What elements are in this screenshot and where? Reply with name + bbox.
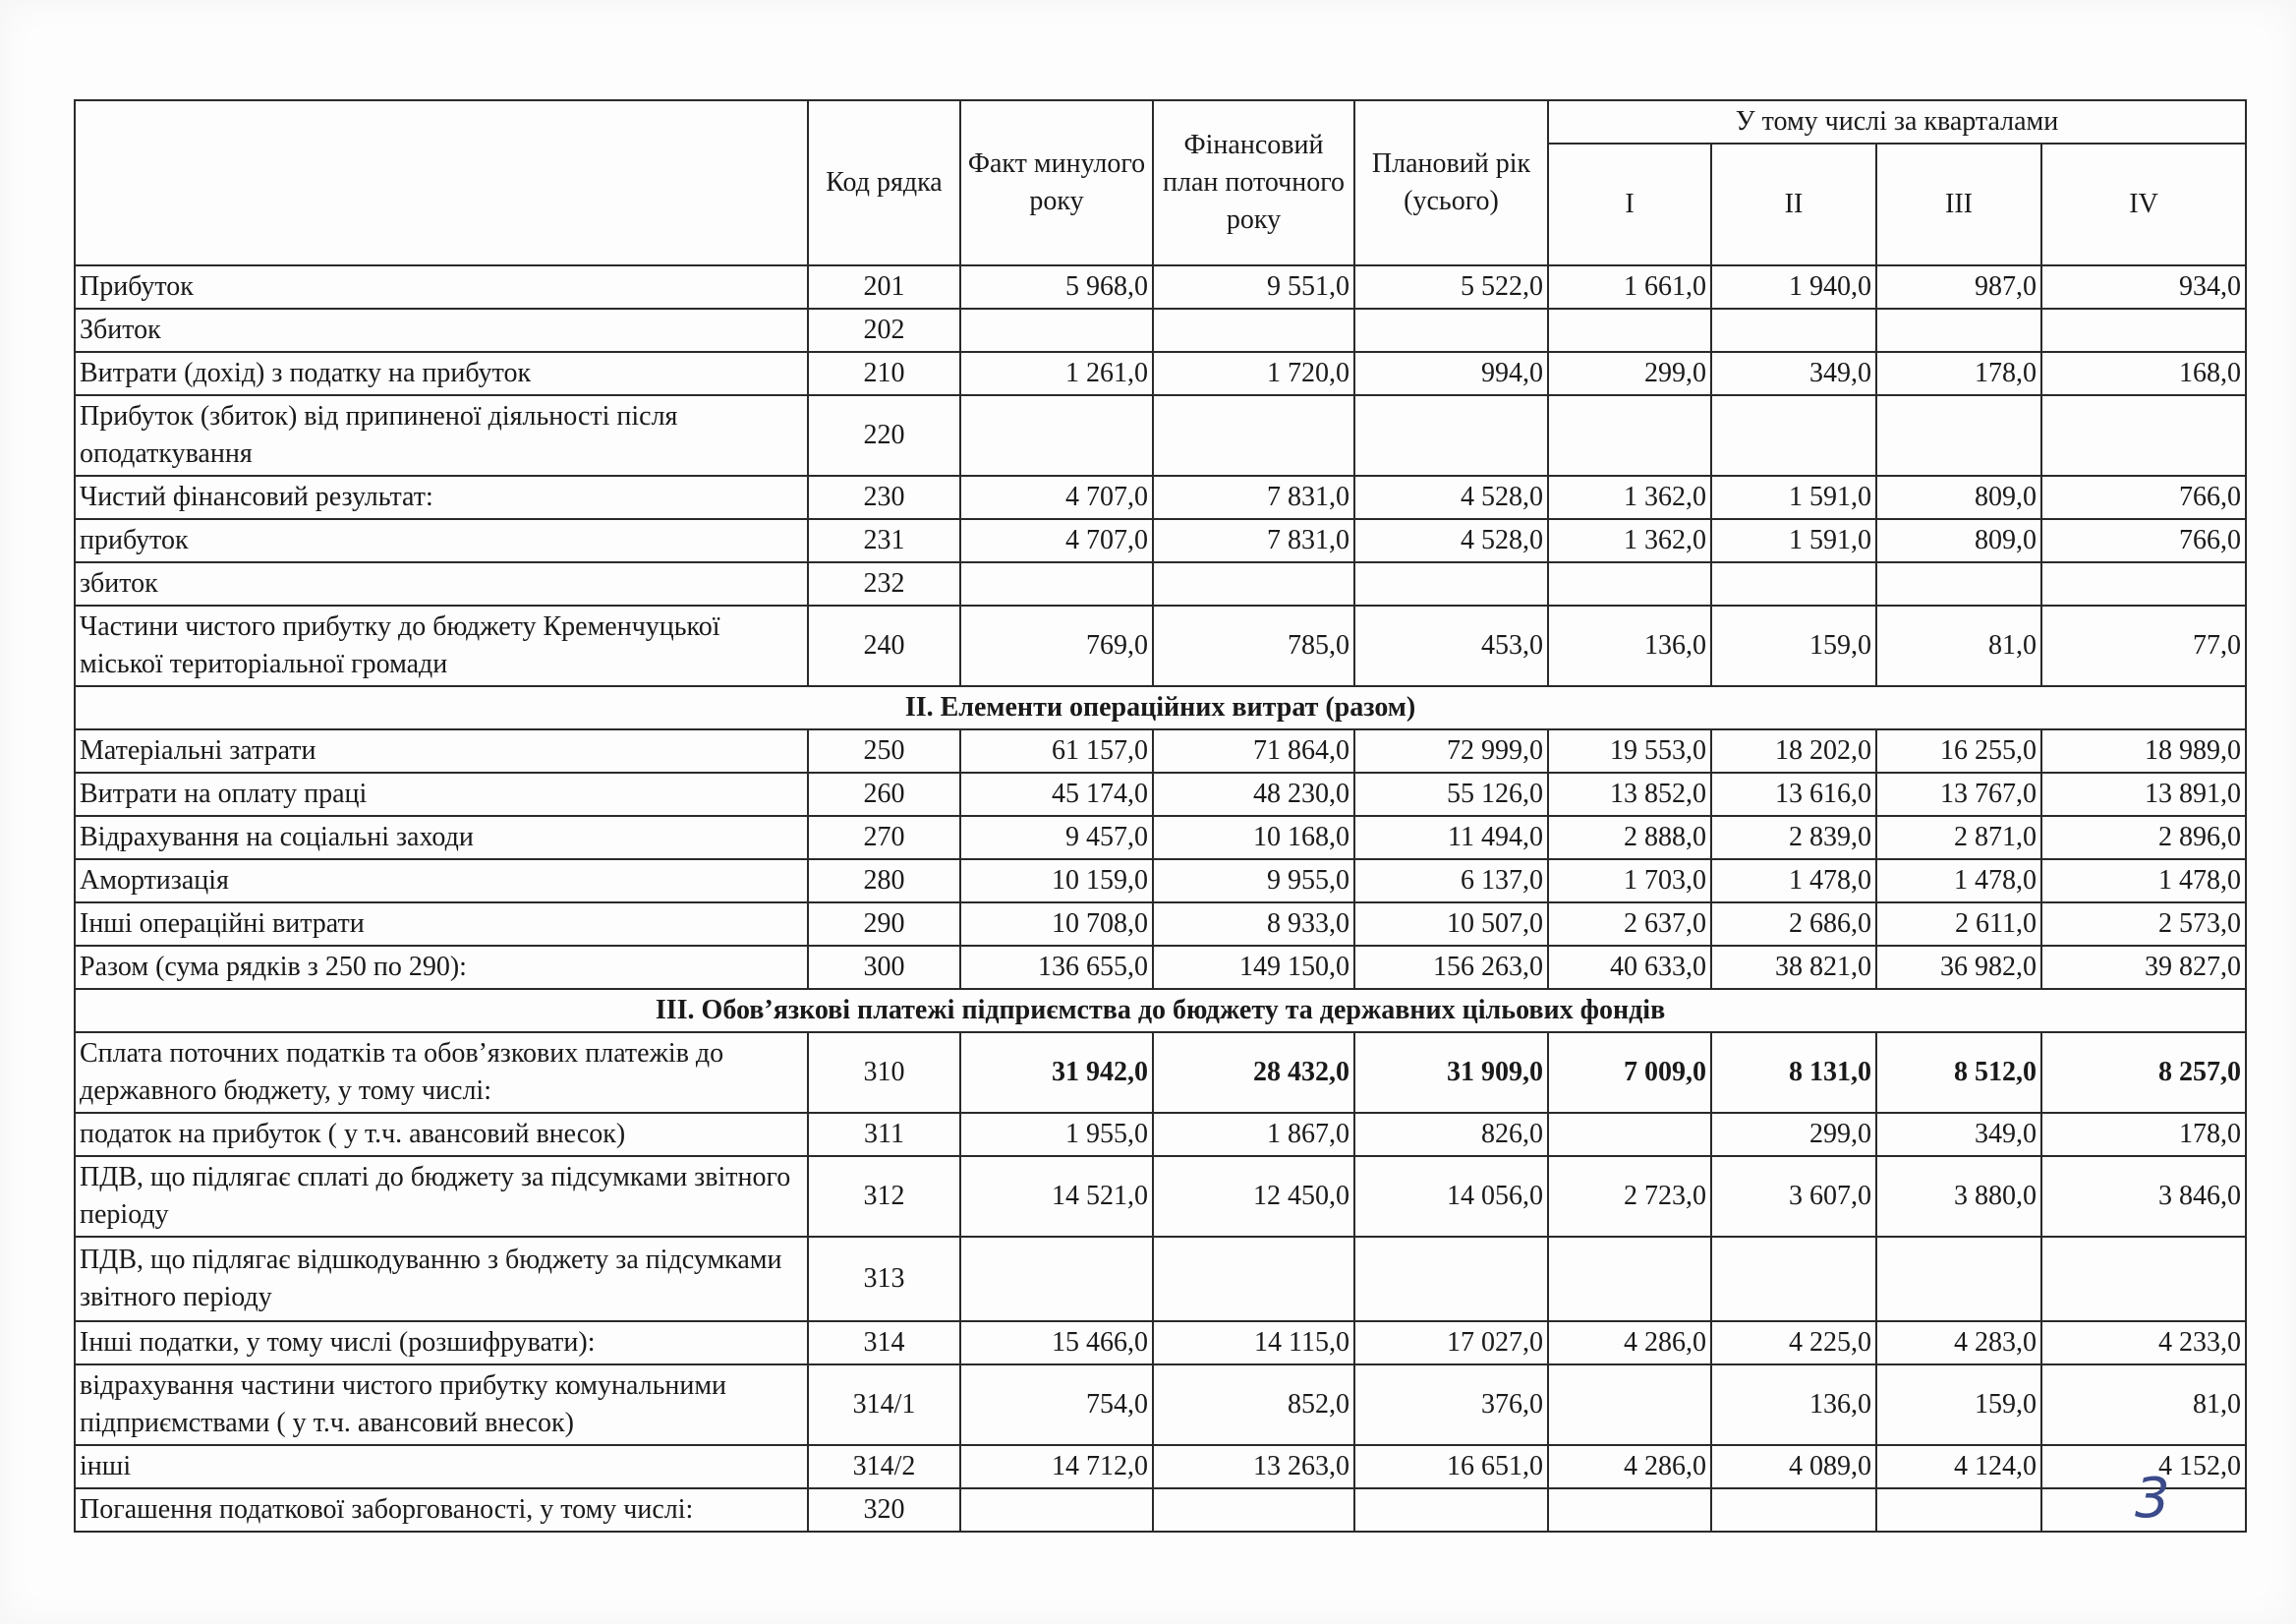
section-2-title: II. Елементи операційних витрат (разом) [75, 686, 2246, 729]
row-code: 312 [808, 1156, 960, 1237]
value-q3 [1876, 1488, 2041, 1532]
section-1-rows [75, 265, 2246, 686]
table-row [75, 1321, 2246, 1364]
row-label: ПДВ, що підлягає сплаті до бюджету за підсумками звітного періоду [75, 1156, 808, 1237]
value-plan [1153, 395, 1354, 476]
value-q1: 13 852,0 [1548, 773, 1711, 816]
value-fact: 5 968,0 [960, 265, 1153, 309]
value-q2: 13 616,0 [1711, 773, 1876, 816]
value-q2 [1711, 309, 1876, 352]
value-plan-year: 55 126,0 [1354, 773, 1548, 816]
value-plan-year: 453,0 [1354, 606, 1548, 686]
value-q2: 2 839,0 [1711, 816, 1876, 859]
value-plan-year: 72 999,0 [1354, 729, 1548, 773]
value-q3: 13 767,0 [1876, 773, 2041, 816]
value-fact: 769,0 [960, 606, 1153, 686]
financial-plan-table [74, 99, 2247, 1533]
table-row [75, 1237, 2246, 1321]
value-plan: 48 230,0 [1153, 773, 1354, 816]
value-fact: 14 521,0 [960, 1156, 1153, 1237]
value-q1: 19 553,0 [1548, 729, 1711, 773]
value-q2: 136,0 [1711, 1364, 1876, 1445]
row-label: ПДВ, що підлягає відшкодуванню з бюджету за підсумками звітного періоду [75, 1237, 808, 1321]
value-plan-year: 6 137,0 [1354, 859, 1548, 902]
table-row [75, 476, 2246, 519]
value-q4: 178,0 [2041, 1113, 2246, 1156]
value-q2 [1711, 395, 1876, 476]
row-code: 232 [808, 562, 960, 606]
value-q3: 4 283,0 [1876, 1321, 2041, 1364]
value-q3 [1876, 395, 2041, 476]
table-row [75, 1445, 2246, 1488]
value-q3: 8 512,0 [1876, 1032, 2041, 1113]
value-q1: 4 286,0 [1548, 1321, 1711, 1364]
row-label: відрахування частини чистого прибутку комунальними підприємствами ( у т.ч. авансовий внесок) [75, 1364, 808, 1445]
value-q1: 1 362,0 [1548, 476, 1711, 519]
value-plan: 149 150,0 [1153, 946, 1354, 989]
value-fact: 61 157,0 [960, 729, 1153, 773]
row-code: 220 [808, 395, 960, 476]
value-q4: 39 827,0 [2041, 946, 2246, 989]
value-q2: 349,0 [1711, 352, 1876, 395]
value-fact: 14 712,0 [960, 1445, 1153, 1488]
value-q3: 16 255,0 [1876, 729, 2041, 773]
value-plan: 1 867,0 [1153, 1113, 1354, 1156]
section-3-rows [75, 1032, 2246, 1532]
value-q1: 2 888,0 [1548, 816, 1711, 859]
value-plan [1153, 562, 1354, 606]
table-row [75, 946, 2246, 989]
value-fact: 10 708,0 [960, 902, 1153, 946]
value-q2: 38 821,0 [1711, 946, 1876, 989]
row-label: збиток [75, 562, 808, 606]
value-q2: 3 607,0 [1711, 1156, 1876, 1237]
value-q1: 1 661,0 [1548, 265, 1711, 309]
row-code: 313 [808, 1237, 960, 1321]
value-q4: 168,0 [2041, 352, 2246, 395]
value-plan-year [1354, 1237, 1548, 1321]
row-code: 311 [808, 1113, 960, 1156]
value-plan-year: 5 522,0 [1354, 265, 1548, 309]
value-q3: 349,0 [1876, 1113, 2041, 1156]
row-label: Відрахування на соціальні заходи [75, 816, 808, 859]
table-row [75, 1032, 2246, 1113]
value-plan-year [1354, 1488, 1548, 1532]
value-plan: 852,0 [1153, 1364, 1354, 1445]
value-q4 [2041, 395, 2246, 476]
value-q4 [2041, 309, 2246, 352]
value-q2: 2 686,0 [1711, 902, 1876, 946]
table-row [75, 562, 2246, 606]
row-label: Прибуток [75, 265, 808, 309]
value-q4: 4 233,0 [2041, 1321, 2246, 1364]
value-q4: 18 989,0 [2041, 729, 2246, 773]
value-plan: 10 168,0 [1153, 816, 1354, 859]
value-plan-year: 4 528,0 [1354, 519, 1548, 562]
value-fact [960, 395, 1153, 476]
header-code: Код рядка [808, 100, 960, 265]
row-code: 202 [808, 309, 960, 352]
row-code: 290 [808, 902, 960, 946]
section-2-header [75, 686, 2246, 729]
value-fact: 1 955,0 [960, 1113, 1153, 1156]
value-plan-year: 376,0 [1354, 1364, 1548, 1445]
table-row [75, 1113, 2246, 1156]
value-q3: 159,0 [1876, 1364, 2041, 1445]
value-fact: 10 159,0 [960, 859, 1153, 902]
row-code: 280 [808, 859, 960, 902]
value-fact [960, 1488, 1153, 1532]
value-q4: 13 891,0 [2041, 773, 2246, 816]
row-label: Погашення податкової заборгованості, у тому числі: [75, 1488, 808, 1532]
value-plan-year [1354, 395, 1548, 476]
table-row [75, 395, 2246, 476]
header-q1: I [1548, 144, 1711, 265]
row-code: 201 [808, 265, 960, 309]
value-q1 [1548, 562, 1711, 606]
row-code: 260 [808, 773, 960, 816]
value-q4 [2041, 562, 2246, 606]
row-code: 230 [808, 476, 960, 519]
table-row [75, 729, 2246, 773]
value-q1 [1548, 395, 1711, 476]
row-label: податок на прибуток ( у т.ч. авансовий внесок) [75, 1113, 808, 1156]
value-q3 [1876, 562, 2041, 606]
value-plan: 8 933,0 [1153, 902, 1354, 946]
value-q2 [1711, 1237, 1876, 1321]
row-code: 270 [808, 816, 960, 859]
value-q1: 1 362,0 [1548, 519, 1711, 562]
value-q2 [1711, 1488, 1876, 1532]
value-q3: 3 880,0 [1876, 1156, 2041, 1237]
value-q3: 2 871,0 [1876, 816, 2041, 859]
value-plan-year [1354, 562, 1548, 606]
row-label: інші [75, 1445, 808, 1488]
header-q3: III [1876, 144, 2041, 265]
value-plan-year: 16 651,0 [1354, 1445, 1548, 1488]
value-q3 [1876, 309, 2041, 352]
page-number: 3 [2135, 1467, 2170, 1531]
value-q4: 1 478,0 [2041, 859, 2246, 902]
section-3-header [75, 989, 2246, 1032]
row-code: 240 [808, 606, 960, 686]
value-fact: 31 942,0 [960, 1032, 1153, 1113]
value-plan: 9 955,0 [1153, 859, 1354, 902]
value-q4: 3 846,0 [2041, 1156, 2246, 1237]
value-q2: 299,0 [1711, 1113, 1876, 1156]
row-code: 314/1 [808, 1364, 960, 1445]
value-q1: 136,0 [1548, 606, 1711, 686]
value-plan: 785,0 [1153, 606, 1354, 686]
value-q3: 809,0 [1876, 476, 2041, 519]
row-label: прибуток [75, 519, 808, 562]
value-plan-year: 11 494,0 [1354, 816, 1548, 859]
header-q4: IV [2041, 144, 2246, 265]
value-q4: 8 257,0 [2041, 1032, 2246, 1113]
value-plan-year [1354, 309, 1548, 352]
value-q4: 766,0 [2041, 476, 2246, 519]
table-row [75, 606, 2246, 686]
value-plan: 71 864,0 [1153, 729, 1354, 773]
value-plan: 1 720,0 [1153, 352, 1354, 395]
row-label: Витрати на оплату праці [75, 773, 808, 816]
value-q4: 81,0 [2041, 1364, 2246, 1445]
value-plan-year: 10 507,0 [1354, 902, 1548, 946]
value-fact: 45 174,0 [960, 773, 1153, 816]
table-row [75, 352, 2246, 395]
row-label: Витрати (дохід) з податку на прибуток [75, 352, 808, 395]
value-plan: 14 115,0 [1153, 1321, 1354, 1364]
value-plan: 12 450,0 [1153, 1156, 1354, 1237]
value-q1: 40 633,0 [1548, 946, 1711, 989]
row-label: Інші податки, у тому числі (розшифрувати): [75, 1321, 808, 1364]
value-q3: 81,0 [1876, 606, 2041, 686]
value-plan-year: 17 027,0 [1354, 1321, 1548, 1364]
value-fact [960, 309, 1153, 352]
value-q1 [1548, 1364, 1711, 1445]
value-q1: 4 286,0 [1548, 1445, 1711, 1488]
value-fact: 9 457,0 [960, 816, 1153, 859]
row-label: Разом (сума рядків з 250 по 290): [75, 946, 808, 989]
value-fact: 4 707,0 [960, 519, 1153, 562]
row-code: 300 [808, 946, 960, 989]
value-q2: 18 202,0 [1711, 729, 1876, 773]
value-q3: 2 611,0 [1876, 902, 2041, 946]
value-q3: 987,0 [1876, 265, 2041, 309]
value-plan: 7 831,0 [1153, 476, 1354, 519]
value-plan-year: 826,0 [1354, 1113, 1548, 1156]
value-plan: 9 551,0 [1153, 265, 1354, 309]
value-q1 [1548, 309, 1711, 352]
value-q1 [1548, 1237, 1711, 1321]
table-row [75, 265, 2246, 309]
row-label: Прибуток (збиток) від припиненої діяльності після оподаткування [75, 395, 808, 476]
value-q1 [1548, 1488, 1711, 1532]
value-q2: 4 225,0 [1711, 1321, 1876, 1364]
row-label: Сплата поточних податків та обов’язкових платежів до державного бюджету, у тому числі: [75, 1032, 808, 1113]
value-plan: 7 831,0 [1153, 519, 1354, 562]
value-fact: 136 655,0 [960, 946, 1153, 989]
value-q2: 1 591,0 [1711, 476, 1876, 519]
value-plan-year: 31 909,0 [1354, 1032, 1548, 1113]
table-row [75, 1364, 2246, 1445]
table-row [75, 859, 2246, 902]
value-q1 [1548, 1113, 1711, 1156]
value-q4: 4 152,0 [2041, 1445, 2246, 1488]
value-fact: 15 466,0 [960, 1321, 1153, 1364]
header-label-cell [75, 100, 808, 265]
value-q1: 1 703,0 [1548, 859, 1711, 902]
value-plan: 13 263,0 [1153, 1445, 1354, 1488]
row-label: Чистий фінансовий результат: [75, 476, 808, 519]
section-3-title: III. Обов’язкові платежі підприємства до бюджету та державних цільових фондів [75, 989, 2246, 1032]
value-q2: 159,0 [1711, 606, 1876, 686]
row-code: 314 [808, 1321, 960, 1364]
value-q1: 2 723,0 [1548, 1156, 1711, 1237]
value-fact [960, 562, 1153, 606]
value-q1: 2 637,0 [1548, 902, 1711, 946]
row-label: Збиток [75, 309, 808, 352]
value-q4 [2041, 1237, 2246, 1321]
value-q4: 766,0 [2041, 519, 2246, 562]
table-row [75, 519, 2246, 562]
value-q3: 36 982,0 [1876, 946, 2041, 989]
value-plan [1153, 1488, 1354, 1532]
value-plan [1153, 309, 1354, 352]
value-q3: 1 478,0 [1876, 859, 2041, 902]
section-2-rows [75, 729, 2246, 989]
value-plan-year: 156 263,0 [1354, 946, 1548, 989]
value-q4: 77,0 [2041, 606, 2246, 686]
value-q1: 7 009,0 [1548, 1032, 1711, 1113]
value-q2: 1 940,0 [1711, 265, 1876, 309]
header-plan-current-year: Фінансовий план поточного року [1153, 100, 1354, 265]
value-fact: 1 261,0 [960, 352, 1153, 395]
table-row [75, 816, 2246, 859]
value-q2: 8 131,0 [1711, 1032, 1876, 1113]
value-q1: 299,0 [1548, 352, 1711, 395]
row-code: 310 [808, 1032, 960, 1113]
value-plan [1153, 1237, 1354, 1321]
table-row [75, 902, 2246, 946]
value-fact: 754,0 [960, 1364, 1153, 1445]
table-row [75, 1488, 2246, 1532]
table-row [75, 309, 2246, 352]
value-q2: 1 591,0 [1711, 519, 1876, 562]
value-q2 [1711, 562, 1876, 606]
row-code: 231 [808, 519, 960, 562]
header-quarters: У тому числі за кварталами [1548, 100, 2246, 144]
row-label: Частини чистого прибутку до бюджету Кременчуцької міської територіальної громади [75, 606, 808, 686]
row-label: Амортизація [75, 859, 808, 902]
value-plan-year: 4 528,0 [1354, 476, 1548, 519]
row-label: Матеріальні затрати [75, 729, 808, 773]
value-q3: 4 124,0 [1876, 1445, 2041, 1488]
row-label: Інші операційні витрати [75, 902, 808, 946]
value-plan: 28 432,0 [1153, 1032, 1354, 1113]
value-fact [960, 1237, 1153, 1321]
value-q2: 4 089,0 [1711, 1445, 1876, 1488]
value-q4: 2 896,0 [2041, 816, 2246, 859]
table-row [75, 1156, 2246, 1237]
row-code: 250 [808, 729, 960, 773]
value-q3: 809,0 [1876, 519, 2041, 562]
row-code: 210 [808, 352, 960, 395]
table-row [75, 773, 2246, 816]
value-q3: 178,0 [1876, 352, 2041, 395]
value-q2: 1 478,0 [1711, 859, 1876, 902]
value-plan-year: 14 056,0 [1354, 1156, 1548, 1237]
value-q4: 2 573,0 [2041, 902, 2246, 946]
header-fact-last-year: Факт минулого року [960, 100, 1153, 265]
value-plan-year: 994,0 [1354, 352, 1548, 395]
value-q4: 934,0 [2041, 265, 2246, 309]
header-row-top [75, 100, 2246, 144]
row-code: 320 [808, 1488, 960, 1532]
header-q2: II [1711, 144, 1876, 265]
value-fact: 4 707,0 [960, 476, 1153, 519]
header-plan-year-total: Плановий рік (усього) [1354, 100, 1548, 265]
value-q3 [1876, 1237, 2041, 1321]
row-code: 314/2 [808, 1445, 960, 1488]
